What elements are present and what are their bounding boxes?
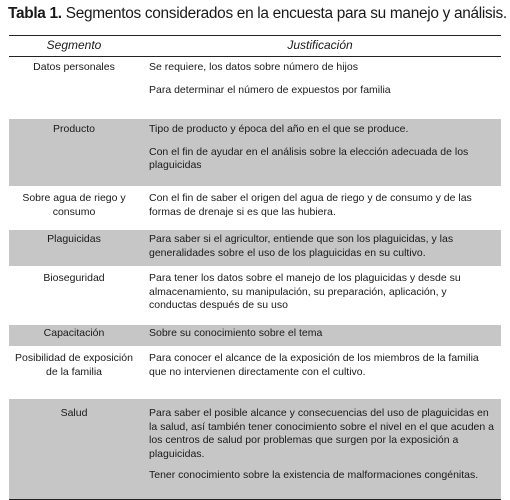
- table-row: [9, 230, 501, 267]
- justification-cell: [139, 187, 501, 230]
- justification-text: Para determinar el número de expuestos por familia: [149, 83, 391, 96]
- segment-label: Producto: [52, 123, 96, 135]
- segment-cell: [9, 230, 139, 267]
- justification-text: Se requiere, los datos sobre número de hijos: [149, 61, 358, 73]
- segment-cell: [9, 267, 139, 325]
- header-segment: Segmento: [9, 36, 139, 57]
- table-header-row: [9, 36, 501, 57]
- justification-text: Con el fin de saber el origen del agua de riego y de consumo y de las formas de drenaje si es que las hubiera.: [149, 192, 472, 218]
- segment-label: Posibilidad de exposición de la familia: [15, 352, 133, 378]
- justification-cell: [139, 230, 501, 267]
- segment-label: Capacitación: [43, 327, 105, 339]
- segment-cell: [9, 57, 139, 119]
- segment-cell: [9, 325, 139, 347]
- table-caption: [8, 4, 506, 24]
- caption-label: Tabla 1.: [8, 5, 62, 22]
- segment-label: Datos personales: [33, 61, 115, 73]
- justification-cell: [139, 57, 501, 119]
- justification-text: Tener conocimiento sobre la existencia de malformaciones congénitas.: [149, 469, 479, 481]
- justification-cell: [139, 347, 501, 399]
- justification-text: Para saber el posible alcance y consecuencias del uso de plaguicidas en la salud, así también tener conocimiento sobre el nivel en el que acuden a los centros de salud por problemas que surgen por la exposición a plaguicidas.: [149, 407, 494, 460]
- justification-text: Sobre su conocimiento sobre el tema: [149, 327, 323, 339]
- justification-cell: [139, 325, 501, 347]
- justification-text: Para tener los datos sobre el manejo de los plaguicidas y desde su almacenamiento, su manipulación, su preparación, aplicación, y conductas después de su uso: [149, 272, 461, 311]
- justification-text: Con el fin de ayudar en el análisis sobre la elección adecuada de los plaguicidas: [149, 145, 469, 171]
- segment-cell: [9, 347, 139, 399]
- segment-label: Plaguicidas: [47, 233, 101, 245]
- justification-text: Para conocer el alcance de la exposición de los miembros de la familia que no intervienen directamente con el cultivo.: [149, 352, 479, 378]
- header-justification: Justificación: [139, 36, 501, 57]
- justification-cell: [139, 267, 501, 325]
- table-row: [9, 325, 501, 347]
- table-row: [9, 267, 501, 325]
- segment-label: Salud: [60, 407, 88, 419]
- justification-text: Para saber si el agricultor, entiende que son los plaguicidas, y las generalidades sobre el uso de los plaguicidas en su cultivo.: [149, 233, 454, 259]
- table-row: [9, 119, 501, 187]
- segment-label: Sobre agua de riego y consumo: [22, 192, 126, 218]
- table-row: [9, 57, 501, 119]
- segment-label: Bioseguridad: [43, 272, 105, 284]
- justification-cell: [139, 399, 501, 500]
- table-row: [9, 399, 501, 500]
- segment-cell: [9, 119, 139, 187]
- table-row: [9, 347, 501, 399]
- justification-cell: [139, 119, 501, 187]
- justification-text: Tipo de producto y época del año en el que se produce.: [149, 123, 409, 135]
- segment-cell: [9, 399, 139, 500]
- segments-table: [9, 35, 501, 500]
- caption-text: Segmentos considerados en la encuesta para su manejo y análisis.: [61, 5, 507, 22]
- table-row: [9, 187, 501, 230]
- segment-cell: [9, 187, 139, 230]
